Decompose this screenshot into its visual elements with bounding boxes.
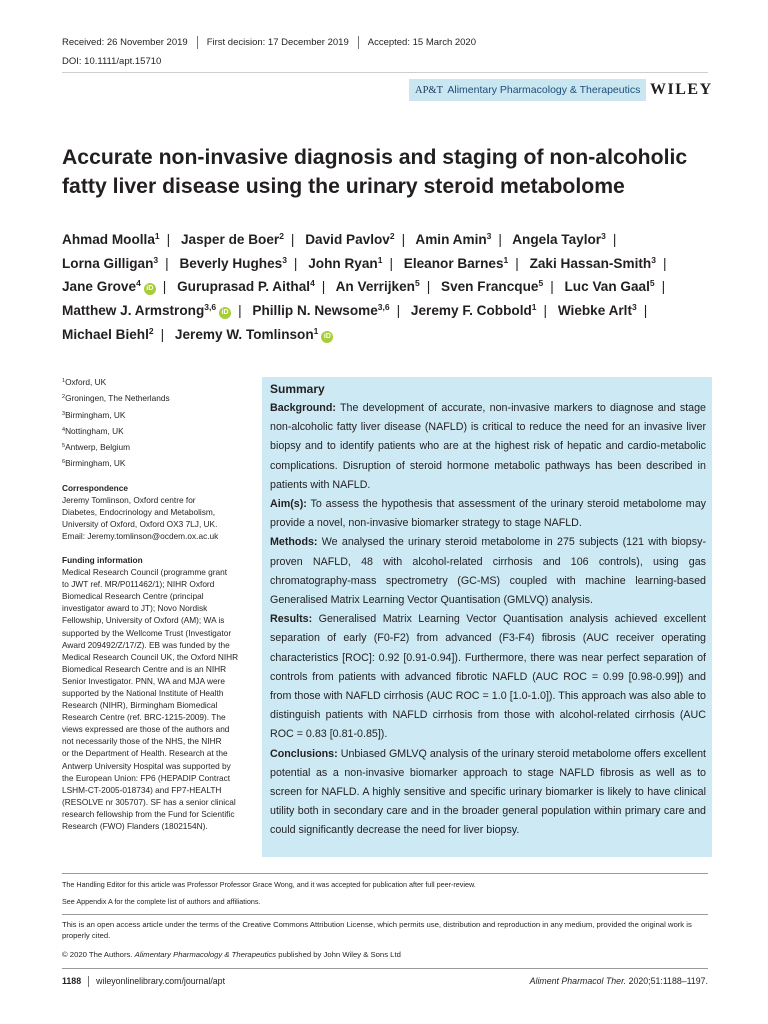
- funding-line: Fellowship, University of Oxford (AM); WA is: [62, 615, 225, 626]
- author-name[interactable]: [181, 232, 284, 247]
- author-list: [62, 228, 722, 347]
- author-separator: |: [401, 232, 406, 247]
- summary-title: Summary: [270, 382, 325, 396]
- funding-line: research fellowship from the Fund for Scientific: [62, 808, 235, 819]
- funding-line: Biomedical Research Centre (principal: [62, 591, 204, 602]
- copyright-suffix: published by John Wiley & Sons Ltd: [278, 950, 401, 959]
- summary-box: [262, 377, 712, 857]
- summary-section: [270, 533, 706, 610]
- summary-section-label: Conclusions:: [270, 747, 338, 760]
- orcid-icon[interactable]: iD: [144, 283, 156, 295]
- author-affiliation-ref: 3,6: [377, 302, 390, 313]
- correspondence-heading: Correspondence: [62, 482, 128, 493]
- author-text: Matthew J. Armstrong: [62, 303, 205, 319]
- correspondence-details: [62, 494, 247, 542]
- funding-line: the European Union: FP6 (HEPADIP Contract: [62, 772, 231, 783]
- author-affiliation-ref: 4: [136, 278, 141, 289]
- author-separator: |: [515, 255, 519, 271]
- funding-line: Research (FWO) Flanders (1802154N).: [62, 821, 208, 832]
- author-separator: |: [661, 279, 666, 295]
- funding-line: Award 209492/Z/17/Z). EB was funded by the: [62, 639, 230, 650]
- journal-name: Alimentary Pharmacology & Therapeutics: [447, 84, 641, 96]
- author-text: David Pavlov: [305, 232, 390, 247]
- author-text: Beverly Hughes: [179, 255, 283, 271]
- citation-journal: Aliment Pharmacol Ther.: [529, 976, 627, 986]
- summary-section: [270, 399, 706, 495]
- author-text: Sven Francque: [441, 279, 539, 295]
- copyright-prefix: © 2020 The Authors.: [62, 950, 133, 959]
- author-name[interactable]: [441, 279, 543, 294]
- author-affiliation-ref: 3: [282, 254, 287, 265]
- affiliation-text: Oxford, UK: [65, 377, 107, 387]
- affiliation-text: Birmingham, UK: [65, 409, 126, 420]
- summary-section-label: Results:: [270, 613, 313, 626]
- author-name[interactable]: [558, 303, 637, 318]
- article-dates: [62, 36, 476, 49]
- author-separator: |: [643, 303, 648, 319]
- affiliation-text: Nottingham, UK: [65, 425, 124, 436]
- author-text: Amin Amin: [415, 232, 487, 247]
- funding-line: (RESOLVE nr 305707). SF has a senior clinical: [62, 796, 236, 807]
- affiliation-number: 3: [62, 410, 66, 417]
- author-affiliation-ref: 3: [601, 231, 606, 241]
- author-affiliation-ref: 1: [531, 302, 537, 313]
- header-rule: [62, 72, 708, 73]
- author-separator: |: [543, 303, 548, 319]
- author-name[interactable]: [62, 279, 156, 294]
- author-text: Jeremy F. Cobbold: [410, 303, 532, 319]
- affiliation-number: 5: [62, 443, 66, 450]
- summary-section-text: We analysed the urinary steroid metabolome in 275 subjects (121 with biopsy-proven NAFLD, 48 with alcohol-related cirrhosis and 106 controls), using gas chromatography-mass spectrometry (GC-MS) coupled with machine learning-based Generalised Matrix Learning Vector Quantisation (GMLVQ) analysis.: [270, 536, 706, 607]
- author-text: Wiebke Arlt: [557, 303, 632, 319]
- copyright-line: [62, 949, 401, 960]
- affiliation-text: Groningen, The Netherlands: [65, 393, 170, 404]
- page-number: 1188: [62, 976, 82, 986]
- page-footer: [62, 975, 708, 987]
- author-affiliation-ref: 3: [631, 302, 637, 313]
- author-separator: |: [662, 255, 667, 271]
- funding-line: Medical Research Council UK, the Oxford NIHR: [62, 651, 239, 662]
- author-text: Angela Taylor: [512, 232, 602, 247]
- orcid-icon[interactable]: iD: [219, 307, 231, 319]
- author-text: Luc Van Gaal: [564, 279, 650, 295]
- author-text: Phillip N. Newsome: [252, 303, 378, 319]
- summary-section-text: The development of accurate, non-invasive markers to diagnose and stage non-alcoholic fatty liver disease (NAFLD) is critical to reduce the need for an invasive liver biopsy and to identify patients who are at the highest risk of hepatic and cardio-metabolic complications. Disruption of steroid hormone metabolic pathways has been described in patients with NAFLD.: [270, 402, 706, 491]
- author-affiliation-ref: 2: [148, 325, 154, 336]
- funding-line: supported by the Wellcome Trust (Investigator: [62, 627, 232, 638]
- affiliation-number: 6: [62, 459, 66, 466]
- correspondence-line: Jeremy Tomlinson, Oxford centre for: [62, 494, 196, 505]
- author-name[interactable]: [565, 279, 655, 294]
- summary-sections: [270, 399, 706, 841]
- affiliation-text: Birmingham, UK: [65, 458, 126, 469]
- article-title: Accurate non-invasive diagnosis and staging of non-alcoholic fatty liver disease using the urinary steroid metabolome: [62, 146, 688, 198]
- funding-line: supported by the National Institute of Health: [62, 688, 224, 698]
- sidebar: [62, 376, 247, 832]
- author-affiliation-ref: 5: [538, 278, 544, 289]
- journal-banner[interactable]: [409, 79, 646, 101]
- author-text: Zaki Hassan-Smith: [529, 255, 652, 271]
- correspondence-line: Diabetes, Endocrinology and Metabolism,: [62, 506, 216, 517]
- affiliation: [62, 441, 247, 453]
- author-separator: |: [498, 232, 502, 247]
- accepted-date: Accepted: 15 March 2020: [367, 37, 476, 49]
- author-separator: |: [321, 279, 326, 295]
- author-affiliation-ref: 3: [486, 231, 492, 241]
- author-name[interactable]: [336, 279, 420, 294]
- author-name[interactable]: [404, 256, 508, 271]
- summary-section: [270, 495, 706, 533]
- author-separator: |: [290, 232, 295, 247]
- affiliation: [62, 425, 247, 437]
- author-name[interactable]: [530, 256, 656, 271]
- author-separator: |: [389, 255, 393, 271]
- author-separator: |: [293, 255, 298, 271]
- affiliation-number: 2: [62, 394, 66, 401]
- affiliation: [62, 457, 247, 469]
- received-date: Received: 26 November 2019: [62, 37, 188, 49]
- affiliation-text: Antwerp, Belgium: [65, 442, 131, 453]
- author-text: Jeremy W. Tomlinson: [174, 326, 314, 342]
- first-decision-date: First decision: 17 December 2019: [206, 37, 349, 49]
- divider: [358, 36, 359, 49]
- author-affiliation-ref: 1: [503, 254, 509, 265]
- summary-section-text: Unbiased GMLVQ analysis of the urinary steroid metabolome offers excellent potential as a non-invasive biomarker approach to stage NAFLD fibrosis as well as to screen for NAFLD. A highly sensitive and specific urinary biomarker is likely to have clinical utility both in secondary care and in the broader general population within primary care and could significantly decrease the need for liver biopsy.: [270, 747, 706, 837]
- author-affiliation-ref: 3: [651, 254, 656, 265]
- summary-section-label: Background:: [270, 402, 336, 414]
- author-separator: |: [612, 232, 617, 247]
- funding-line: LSHM-CT-2005-018734) and FP7-HEALTH: [62, 784, 222, 795]
- author-text: Guruprasad P. Aithal: [177, 279, 311, 295]
- author-name[interactable]: [177, 279, 315, 294]
- correspondence-line[interactable]: Email: Jeremy.tomlinson@ocdem.ox.ac.uk: [62, 530, 219, 541]
- journal-url[interactable]: wileyonlinelibrary.com/journal/apt: [96, 976, 226, 986]
- author-separator: |: [550, 279, 554, 295]
- author-name[interactable]: [512, 232, 606, 247]
- summary-section-label: Aim(s):: [270, 498, 307, 511]
- author-name[interactable]: [411, 303, 537, 318]
- author-name[interactable]: [62, 327, 154, 342]
- doi-link[interactable]: DOI: 10.1111/apt.15710: [62, 56, 162, 67]
- funding-line: Biomedical Research Centre and is an NIHR: [62, 663, 227, 674]
- author-affiliation-ref: 3: [153, 254, 159, 265]
- license-text: This is an open access article under the terms of the Creative Commons Attribution License, which permits use, distribution and reproduction in any medium, provided the original work is properly cited.: [62, 920, 692, 940]
- footnote-rule: [62, 873, 708, 874]
- citation-details: 2020;51:1188–1197.: [628, 976, 708, 986]
- author-separator: |: [238, 303, 242, 319]
- author-affiliation-ref: 3,6: [204, 302, 217, 313]
- author-affiliation-ref: 1: [377, 254, 383, 265]
- author-name[interactable]: [305, 232, 394, 247]
- funding-line: views expressed are those of the authors and: [62, 724, 230, 735]
- author-text: Jane Grove: [62, 279, 137, 295]
- author-text: John Ryan: [308, 255, 378, 271]
- author-text: Jasper de Boer: [180, 232, 280, 247]
- author-affiliation-ref: 2: [279, 231, 284, 241]
- handling-editor-note: The Handling Editor for this article was Professor Professor Grace Wong, and it was accepted for publication after full peer-review.: [62, 880, 476, 889]
- summary-section-label: Methods:: [270, 536, 318, 549]
- funding-line: investigator award to JT); Novo Nordisk: [62, 603, 208, 614]
- funding-heading: Funding information: [62, 554, 143, 565]
- funding-details: [62, 566, 247, 832]
- journal-abbreviation: AP&T: [415, 85, 444, 96]
- footer-rule: [62, 968, 708, 969]
- citation: [530, 975, 708, 987]
- author-separator: |: [160, 326, 165, 342]
- summary-section-text: Generalised Matrix Learning Vector Quantisation analysis achieved excellent separation of early (F0-F2) from advanced (F3-F4) fibrosis (AUC receiver operating characteristics [ROC]: 0.92 [0.91-0.94]). Furthermore, there was near perfect separation of controls from patients with advanced fibrotic NAFLD (AUC ROC = 0.99 [0.98-0.99]) and from those with NAFLD cirrhosis (AUC ROC = 1.0 [1.0-1.0]). This approach was also able to distinguish patients with NAFLD cirrhosis from those with alcohol-related cirrhosis (AUC ROC = 0.83 [0.81-0.85]).: [270, 613, 706, 741]
- author-name[interactable]: [62, 232, 160, 247]
- author-separator: |: [426, 279, 431, 295]
- author-separator: |: [162, 279, 167, 295]
- author-separator: |: [166, 232, 171, 247]
- funding-line: Senior Investigator. PNN, WA and MJA were: [62, 675, 225, 686]
- author-separator: |: [396, 303, 401, 319]
- summary-section-text: To assess the hypothesis that assessment of the urinary steroid metabolome may provide a novel, non-invasive biomarker strategy to stage NAFLD.: [270, 498, 706, 530]
- copyright-journal: Alimentary Pharmacology & Therapeutics: [134, 950, 277, 959]
- summary-section: [270, 745, 706, 841]
- author-separator: |: [165, 255, 169, 271]
- affiliations: [62, 376, 247, 470]
- publisher-logo: WILEY: [650, 81, 713, 98]
- correspondence-line: University of Oxford, Oxford OX3 7LJ, UK.: [62, 518, 218, 529]
- affiliation: [62, 409, 247, 421]
- author-affiliation-ref: 5: [649, 278, 655, 289]
- author-name[interactable]: [415, 232, 491, 247]
- author-text: An Verrijken: [335, 279, 415, 295]
- author-text: Michael Biehl: [62, 326, 149, 342]
- appendix-note: See Appendix A for the complete list of authors and affiliations.: [62, 897, 261, 906]
- author-name[interactable]: [308, 256, 382, 271]
- author-affiliation-ref: 5: [414, 278, 420, 289]
- affiliation-number: 1: [62, 378, 66, 384]
- funding-line: Medical Research Council (programme grant: [62, 567, 228, 578]
- funding-line: or the Department of Health. Research at the: [62, 748, 228, 759]
- affiliation: [62, 376, 247, 388]
- author-name[interactable]: [62, 256, 158, 271]
- funding-line: Research Centre (ref. BRC-1215-2009). The: [62, 712, 226, 723]
- author-affiliation-ref: 1: [154, 231, 160, 241]
- author-text: Lorna Gilligan: [62, 255, 154, 271]
- affiliation: [62, 392, 247, 404]
- divider: [197, 36, 198, 49]
- author-name[interactable]: [179, 256, 286, 271]
- divider: [88, 976, 89, 987]
- footnote-rule: [62, 914, 708, 915]
- orcid-icon[interactable]: iD: [321, 331, 333, 343]
- summary-section: [270, 610, 706, 744]
- author-text: Eleanor Barnes: [403, 255, 504, 271]
- funding-line: to JWT ref. MR/P011462/1); NIHR Oxford: [62, 579, 215, 590]
- funding-line: Research (NIHR), Birmingham Biomedical: [62, 700, 218, 711]
- author-affiliation-ref: 1: [313, 325, 319, 336]
- author-name[interactable]: [175, 327, 333, 342]
- author-name[interactable]: [252, 303, 389, 318]
- author-affiliation-ref: 2: [389, 231, 395, 241]
- author-name[interactable]: [62, 303, 231, 318]
- funding-line: Antwerp University Hospital was supported by: [62, 760, 231, 771]
- author-text: Ahmad Moolla: [62, 232, 155, 247]
- affiliation-number: 4: [62, 426, 66, 433]
- funding-line: not necessarily those of the NHS, the NIHR: [62, 736, 222, 747]
- author-affiliation-ref: 4: [310, 278, 315, 289]
